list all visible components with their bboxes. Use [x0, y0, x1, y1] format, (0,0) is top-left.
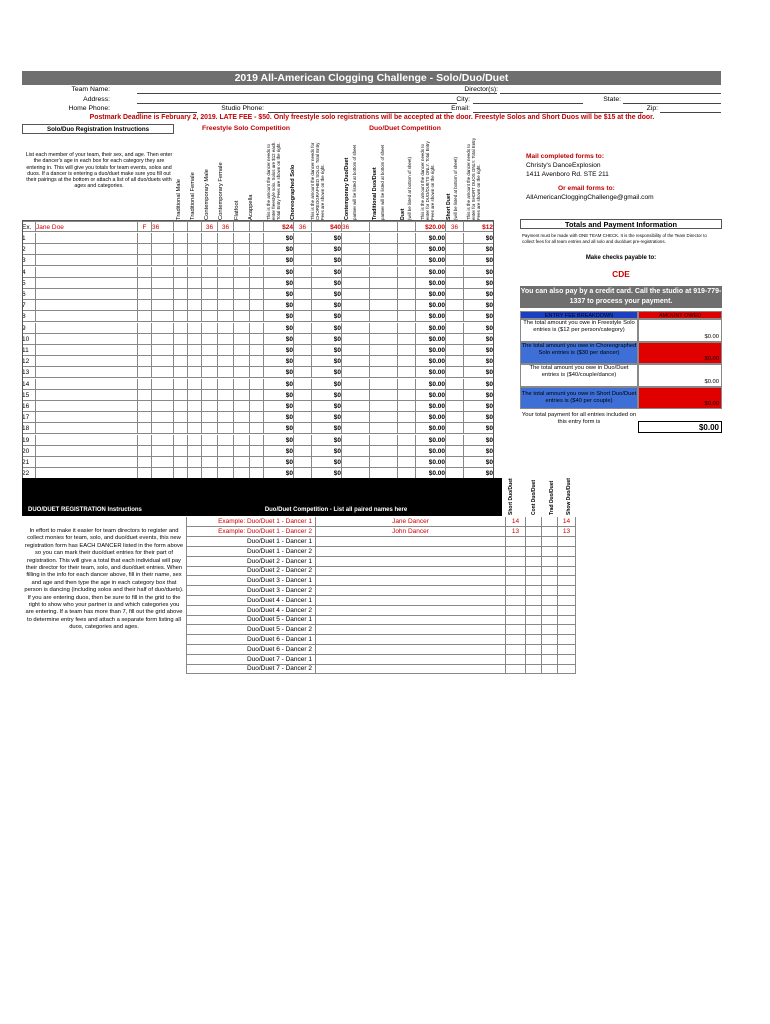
- home-phone-label: Home Phone:: [68, 105, 110, 112]
- duo-cell[interactable]: [542, 635, 558, 645]
- row-choreo-fee: $0: [312, 390, 342, 401]
- row-duo-fee: $0.00: [416, 390, 446, 401]
- duo-cell[interactable]: [542, 655, 558, 665]
- row-number: 13: [22, 367, 36, 378]
- duo-cell[interactable]: [558, 537, 576, 547]
- duo-cell[interactable]: [526, 615, 542, 625]
- mail-email: AllAmericanCloggingChallenge@gmail.com: [526, 194, 654, 201]
- duo-cell[interactable]: [542, 645, 558, 655]
- row-choreo-fee: $0: [312, 311, 342, 322]
- duo-pair-label: Duo/Duet 1 - Dancer 1: [186, 537, 316, 547]
- row-number: 1: [22, 233, 36, 244]
- duo-pair-label: Duo/Duet 3 - Dancer 2: [186, 586, 316, 596]
- duo-cell[interactable]: [506, 576, 526, 586]
- row-duo-fee: $0.00: [416, 267, 446, 278]
- col-freestyle-fee-note: This is the amount the dancer needs to enter freestyle solo. Solos are $12 each. Total Entry Fees are shown on the right.: [266, 141, 281, 220]
- row-short-fee: $0: [464, 412, 494, 423]
- row-freestyle-fee: $0: [264, 267, 294, 278]
- email-forms-title: Or email forms to:: [558, 185, 615, 192]
- city-field[interactable]: [473, 103, 583, 104]
- address-field[interactable]: [137, 103, 457, 104]
- duo-cell[interactable]: [506, 596, 526, 606]
- duo-dancer-name-input[interactable]: [316, 625, 506, 635]
- row-short-fee: $0: [464, 323, 494, 334]
- row-choreo-fee: $0: [312, 267, 342, 278]
- row-freestyle-fee: $0: [264, 323, 294, 334]
- solo-instructions-title: Solo/Duo Registration Instructions: [22, 124, 174, 134]
- example-choreo-age: 36: [294, 221, 312, 232]
- duo-cell[interactable]: [526, 645, 542, 655]
- row-freestyle-fee: $0: [264, 390, 294, 401]
- duo-cell[interactable]: [542, 615, 558, 625]
- row-short-fee: $0: [464, 345, 494, 356]
- row-duo-fee: $0.00: [416, 244, 446, 255]
- duo-pair-label: Duo/Duet 2 - Dancer 2: [186, 566, 316, 576]
- grid-outline: [22, 220, 494, 489]
- row-short-fee: $0: [464, 468, 494, 479]
- row-short-fee: $0: [464, 267, 494, 278]
- duo-cell[interactable]: [558, 547, 576, 557]
- row-number: 3: [22, 255, 36, 266]
- example-cont-female: 36: [218, 221, 234, 232]
- row-number: 19: [22, 435, 36, 446]
- row-choreo-fee: $0: [312, 289, 342, 300]
- row-short-fee: $0: [464, 423, 494, 434]
- duo-pair-label: Duo/Duet 6 - Dancer 2: [186, 645, 316, 655]
- duo-cell[interactable]: [526, 596, 542, 606]
- duo-dancer-name-input[interactable]: [316, 635, 506, 645]
- duo-cell[interactable]: [542, 547, 558, 557]
- duo-pair-label: Duo/Duet 3 - Dancer 1: [186, 576, 316, 586]
- duo-pair-label: Example: Duo/Duet 1 - Dancer 2: [186, 527, 316, 537]
- col-acappella: Acappella: [248, 194, 254, 220]
- col-duo-fee-note: This is the amount the dancer needs to enter for DUO/DUETS ONLY. Total Entry Fees are shown on the right.: [420, 141, 435, 220]
- duo-dancer-name-input[interactable]: [316, 606, 506, 616]
- duo-cell[interactable]: [526, 566, 542, 576]
- col-cont-duo-note: partner will be listed at bottom of sheet: [352, 144, 357, 220]
- zip-label: Zip:: [646, 105, 658, 112]
- row-duo-fee: $0.00: [416, 233, 446, 244]
- mail-title: Mail completed forms to:: [526, 153, 605, 160]
- fee-freestyle-value: $0.00: [638, 319, 722, 342]
- solo-instructions-text: List each member of your team, their sex, and age. Then enter the dancer's age in each box for each category they are entering in. This will give you totals for team events, solos and duos. If a dancer is entering a duo/duet make sure you fill out their pairings at the bottom or attach a list of all duo/duets with ages and categories.: [25, 152, 173, 190]
- duo-cell[interactable]: [506, 547, 526, 557]
- duo-cell[interactable]: [506, 645, 526, 655]
- row-number: 4: [22, 267, 36, 278]
- row-choreo-fee: $0: [312, 367, 342, 378]
- totals-note: Payment must be made with ONE TEAM CHECK. It is the responsibility of the Team Director to collect fees for all team entries and all solo and duo/duet pre-registrations.: [522, 233, 707, 244]
- freestyle-title: Freestyle Solo Competition: [202, 125, 290, 132]
- deadline-notice: Postmark Deadline is February 2, 2019. LATE FEE - $50. Only freestyle solo registrations will be accepted at the door. Freestyle Solos and Short Duos will be $15 at the door.: [89, 114, 655, 121]
- col-trad-duo: Traditional Duo/Duet: [372, 167, 378, 220]
- row-number: 20: [22, 446, 36, 457]
- row-duo-fee: $0.00: [416, 423, 446, 434]
- duo-dancer-name-input[interactable]: [316, 655, 506, 665]
- duo-short-age[interactable]: 14: [506, 517, 526, 527]
- duo-cell[interactable]: [558, 625, 576, 635]
- duo-cell[interactable]: [526, 517, 542, 527]
- duo-cell[interactable]: [542, 664, 558, 674]
- duo-cell[interactable]: [558, 596, 576, 606]
- row-number: 8: [22, 311, 36, 322]
- duo-cell[interactable]: [506, 664, 526, 674]
- payable-to: CDE: [612, 269, 630, 279]
- duo-pair-label: Duo/Duet 7 - Dancer 1: [186, 655, 316, 665]
- row-number: 22: [22, 468, 36, 479]
- duo-cell[interactable]: [526, 547, 542, 557]
- duo-col-short: Short Duo/Duet: [508, 478, 514, 515]
- city-label: City:: [456, 96, 470, 103]
- col-cont-female: Contemporary Female: [218, 162, 224, 220]
- col-choreo-solo: Choreographed Solo: [290, 164, 296, 220]
- payable-label: Make checks payable to:: [585, 255, 657, 261]
- row-number: 18: [22, 423, 36, 434]
- duo-cell[interactable]: [506, 615, 526, 625]
- duo-cell[interactable]: [558, 557, 576, 567]
- duo-cell[interactable]: [542, 537, 558, 547]
- duo-cell[interactable]: [506, 586, 526, 596]
- row-duo-fee: $0.00: [416, 300, 446, 311]
- row-short-fee: $0: [464, 244, 494, 255]
- row-short-fee: $0: [464, 255, 494, 266]
- example-choreo-fee: $40: [312, 221, 342, 232]
- duo-cell[interactable]: [558, 645, 576, 655]
- home-phone-field[interactable]: [137, 112, 197, 113]
- studio-phone-field[interactable]: [268, 112, 452, 113]
- duo-cell[interactable]: [558, 655, 576, 665]
- row-duo-fee: $0.00: [416, 334, 446, 345]
- row-choreo-fee: $0: [312, 278, 342, 289]
- duo-cell[interactable]: [526, 586, 542, 596]
- duo-col-trad: Trad Duo/Duet: [549, 480, 555, 515]
- duo-cell[interactable]: [506, 566, 526, 576]
- fee-duo-value: $0.00: [638, 364, 722, 387]
- duo-dancer-name-input[interactable]: [316, 557, 506, 567]
- col-cont-male: Contemporary Male: [204, 169, 210, 220]
- example-age: 36: [152, 221, 174, 232]
- row-short-fee: $0: [464, 278, 494, 289]
- studio-phone-label: Studio Phone:: [221, 105, 264, 112]
- row-choreo-fee: $0: [312, 412, 342, 423]
- duo-dancer-name-input[interactable]: [316, 537, 506, 547]
- row-choreo-fee: $0: [312, 446, 342, 457]
- row-freestyle-fee: $0: [264, 457, 294, 468]
- col-short-duet: Short Duet: [446, 193, 452, 220]
- duo-cell[interactable]: [506, 557, 526, 567]
- row-choreo-fee: $0: [312, 244, 342, 255]
- duo-dancer-name-input[interactable]: [316, 645, 506, 655]
- row-short-fee: $0: [464, 401, 494, 412]
- col-duet-note: (will be listed at bottom of sheet): [407, 157, 412, 220]
- row-short-fee: $0: [464, 289, 494, 300]
- row-freestyle-fee: $0: [264, 233, 294, 244]
- row-choreo-fee: $0: [312, 345, 342, 356]
- duo-pair-label: Duo/Duet 4 - Dancer 1: [186, 596, 316, 606]
- row-freestyle-fee: $0: [264, 334, 294, 345]
- directors-field[interactable]: [500, 93, 721, 94]
- row-number: 7: [22, 300, 36, 311]
- duo-cell[interactable]: [558, 586, 576, 596]
- row-duo-fee: $0.00: [416, 379, 446, 390]
- duo-cell[interactable]: [526, 557, 542, 567]
- row-choreo-fee: $0: [312, 300, 342, 311]
- directors-label: Director(s):: [464, 86, 498, 93]
- row-short-fee: $0: [464, 311, 494, 322]
- row-freestyle-fee: $0: [264, 423, 294, 434]
- row-number: 10: [22, 334, 36, 345]
- duo-cell[interactable]: [526, 664, 542, 674]
- row-freestyle-fee: $0: [264, 244, 294, 255]
- duo-pair-label: Duo/Duet 7 - Dancer 2: [186, 664, 316, 674]
- email-field[interactable]: [473, 112, 643, 113]
- duo-cell[interactable]: [506, 625, 526, 635]
- duo-cell[interactable]: [526, 576, 542, 586]
- duo-pair-label: Duo/Duet 4 - Dancer 2: [186, 606, 316, 616]
- example-short-fee: $12: [464, 221, 494, 232]
- duo-cell[interactable]: [542, 517, 558, 527]
- row-duo-fee: $0.00: [416, 345, 446, 356]
- duo-cell[interactable]: [558, 566, 576, 576]
- row-duo-fee: $0.00: [416, 401, 446, 412]
- row-freestyle-fee: $0: [264, 401, 294, 412]
- col-short-fee-note: This is the amount the dancer needs to enter for SHORT DUOS ONLY. Total Entry Fees are shown on the right.: [466, 137, 481, 220]
- row-short-fee: $0: [464, 457, 494, 468]
- duo-title: Duo/Duet Competition: [369, 125, 441, 132]
- row-number: 16: [22, 401, 36, 412]
- duo-cell[interactable]: [558, 664, 576, 674]
- row-choreo-fee: $0: [312, 379, 342, 390]
- mail-line2: 1411 Avenboro Rd. STE 211: [526, 171, 609, 178]
- row-duo-fee: $0.00: [416, 412, 446, 423]
- duo-cell[interactable]: [506, 655, 526, 665]
- example-short-age: 36: [446, 221, 464, 232]
- col-short-duet-note: (will be listed at bottom of sheet): [453, 157, 458, 220]
- row-number: 17: [22, 412, 36, 423]
- duo-pair-label: Duo/Duet 5 - Dancer 1: [186, 615, 316, 625]
- example-cont-male: 36: [202, 221, 218, 232]
- team-name-label: Team Name:: [71, 86, 110, 93]
- duo-cell[interactable]: [526, 625, 542, 635]
- row-freestyle-fee: $0: [264, 446, 294, 457]
- duo-dancer-name-input[interactable]: [316, 596, 506, 606]
- row-short-fee: $0: [464, 356, 494, 367]
- row-duo-fee: $0.00: [416, 278, 446, 289]
- duo-dancer-name[interactable]: John Dancer: [316, 527, 506, 537]
- duo-cell[interactable]: [542, 557, 558, 567]
- duo-dancer-name-input[interactable]: [316, 547, 506, 557]
- example-duo-fee: $20.00: [416, 221, 446, 232]
- state-label: State:: [603, 96, 621, 103]
- fee-duo-desc: The total amount you owe in Duo/Duet entries is ($40/couple/dance): [520, 364, 638, 387]
- row-choreo-fee: $0: [312, 457, 342, 468]
- row-duo-fee: $0.00: [416, 367, 446, 378]
- example-sex: F: [138, 221, 152, 232]
- duo-cell[interactable]: [506, 537, 526, 547]
- address-label: Address:: [83, 96, 110, 103]
- duo-cell[interactable]: [542, 576, 558, 586]
- duo-cell[interactable]: [542, 625, 558, 635]
- row-short-fee: $0: [464, 390, 494, 401]
- page-title: 2019 All-American Clogging Challenge - Solo/Duo/Duet: [22, 71, 721, 85]
- totals-title: Totals and Payment Information: [520, 219, 722, 229]
- duo-cell[interactable]: [506, 606, 526, 616]
- row-choreo-fee: $0: [312, 356, 342, 367]
- duo-cell[interactable]: [542, 586, 558, 596]
- duo-show-age[interactable]: 14: [558, 517, 576, 527]
- row-freestyle-fee: $0: [264, 255, 294, 266]
- row-freestyle-fee: $0: [264, 311, 294, 322]
- row-choreo-fee: $0: [312, 233, 342, 244]
- row-number: 12: [22, 356, 36, 367]
- row-short-fee: $0: [464, 435, 494, 446]
- row-number: 14: [22, 379, 36, 390]
- example-cont-duo: 36: [342, 221, 370, 232]
- row-number: 11: [22, 345, 36, 356]
- duo-dancer-name-input[interactable]: [316, 615, 506, 625]
- zip-field[interactable]: [660, 112, 721, 113]
- col-trad-male: Traditional Male: [176, 178, 182, 220]
- row-duo-fee: $0.00: [416, 311, 446, 322]
- row-choreo-fee: $0: [312, 423, 342, 434]
- duo-pair-label: Duo/Duet 5 - Dancer 2: [186, 625, 316, 635]
- row-short-fee: $0: [464, 379, 494, 390]
- duo-pair-label: Duo/Duet 2 - Dancer 1: [186, 557, 316, 567]
- fee-choreo-desc: The total amount you owe in Choreographed Solo entries is ($30 per dancer): [520, 342, 638, 364]
- duo-cell[interactable]: [558, 576, 576, 586]
- duo-col-show: Show Duo/Duet: [566, 478, 572, 515]
- row-number: 9: [22, 323, 36, 334]
- duo-short-age[interactable]: 13: [506, 527, 526, 537]
- row-freestyle-fee: $0: [264, 435, 294, 446]
- row-freestyle-fee: $0: [264, 278, 294, 289]
- row-number: 6: [22, 289, 36, 300]
- duo-cell[interactable]: [526, 635, 542, 645]
- example-name: Jane Doe: [36, 221, 138, 232]
- row-duo-fee: $0.00: [416, 356, 446, 367]
- row-duo-fee: $0.00: [416, 323, 446, 334]
- fee-short-value: $0.00: [638, 387, 722, 409]
- duo-show-age[interactable]: 13: [558, 527, 576, 537]
- row-freestyle-fee: $0: [264, 300, 294, 311]
- row-duo-fee: $0.00: [416, 289, 446, 300]
- email-label: Email:: [451, 105, 470, 112]
- fee-short-desc: The total amount you owe in Short Duo/Duet entries is ($40 per couple): [520, 387, 638, 409]
- example-freestyle-fee: $24: [264, 221, 294, 232]
- row-short-fee: $0: [464, 446, 494, 457]
- row-duo-fee: $0.00: [416, 457, 446, 468]
- row-number: 2: [22, 244, 36, 255]
- duo-cell[interactable]: [558, 615, 576, 625]
- col-trad-female: Traditional Female: [190, 172, 196, 220]
- duo-instructions-title: DUO/DUET REGISTRATION Instructions: [28, 507, 142, 513]
- row-choreo-fee: $0: [312, 401, 342, 412]
- row-choreo-fee: $0: [312, 468, 342, 479]
- example-label: Ex.: [22, 221, 36, 232]
- row-number: 15: [22, 390, 36, 401]
- duo-cell[interactable]: [526, 606, 542, 616]
- fee-choreo-value: $0.00: [638, 342, 722, 364]
- row-freestyle-fee: $0: [264, 289, 294, 300]
- duo-cell[interactable]: [558, 635, 576, 645]
- entry-breakdown-header: ENTRY FEE BREAKDOWN: [520, 311, 638, 319]
- duo-dancer-name-input[interactable]: [316, 566, 506, 576]
- duo-cell[interactable]: [542, 527, 558, 537]
- row-duo-fee: $0.00: [416, 446, 446, 457]
- duo-pair-label: Duo/Duet 1 - Dancer 2: [186, 547, 316, 557]
- row-freestyle-fee: $0: [264, 345, 294, 356]
- duo-pair-label: Example: Duo/Duet 1 - Dancer 1: [186, 517, 316, 527]
- duo-cell[interactable]: [526, 537, 542, 547]
- row-freestyle-fee: $0: [264, 379, 294, 390]
- row-short-fee: $0: [464, 367, 494, 378]
- credit-card-notice: You can also pay by a credit card. Call the studio at 919-779-1337 to process your payment.: [520, 286, 722, 308]
- mail-line1: Christy's DanceExplosion: [526, 162, 601, 169]
- duo-dancer-name-input[interactable]: [316, 586, 506, 596]
- row-choreo-fee: $0: [312, 255, 342, 266]
- duo-cell[interactable]: [526, 655, 542, 665]
- row-number: 5: [22, 278, 36, 289]
- row-number: 21: [22, 457, 36, 468]
- col-cont-duo: Contemporary Duo/Duet: [344, 157, 350, 220]
- row-freestyle-fee: $0: [264, 356, 294, 367]
- row-short-fee: $0: [464, 334, 494, 345]
- duo-dancer-name-input[interactable]: [316, 576, 506, 586]
- row-duo-fee: $0.00: [416, 468, 446, 479]
- fee-freestyle-desc: The total amount you owe in Freestyle Solo entries is ($12 per person/category): [520, 319, 638, 342]
- duo-dancer-name-input[interactable]: [316, 664, 506, 674]
- row-duo-fee: $0.00: [416, 255, 446, 266]
- duo-cell[interactable]: [506, 635, 526, 645]
- amount-owed-header: AMOUNT OWED: [638, 311, 722, 319]
- duo-cell[interactable]: [542, 566, 558, 576]
- fee-total-desc: Your total payment for all entries included on this entry form is: [521, 412, 637, 425]
- col-flatfoot: Flatfoot: [234, 200, 240, 220]
- duo-pair-label: Duo/Duet 6 - Dancer 1: [186, 635, 316, 645]
- col-choreo-note: This is the amount the dancer needs for CHOREOGRAPHED SOLO. Total Entry Fees are shown on the right.: [310, 142, 325, 220]
- row-freestyle-fee: $0: [264, 367, 294, 378]
- row-choreo-fee: $0: [312, 323, 342, 334]
- row-freestyle-fee: $0: [264, 468, 294, 479]
- duo-instructions-text: In effort to make it easier for team directors to register and collect monies for team, solo, and duo/duet events, this new registration form has EACH DANCER listed in the form above so you can mark their duo/duet entries for their part of registration. This will give a total that each individual will pay their director for their team, solo, and duo/duet entries. When filling in the info for each dancer above, fill in their name, sex and age and then type the age in each category box that person is dancing (including solos and their half of duo/duets). If you are entering duos, then be sure to fill in the grid to the right to show who your partner is and which categories you are entering. If a team has more than 7, fill out the grid above to determine entry fees and attach a separate form listing all duos, categories and ages.: [24, 528, 184, 631]
- duo-cell[interactable]: [558, 606, 576, 616]
- duo-cell[interactable]: [526, 527, 542, 537]
- team-name-field[interactable]: [137, 93, 497, 94]
- col-trad-duo-note: partner will be listed at bottom of sheet: [380, 144, 385, 220]
- duo-list-title: Duo/Duet Competition - List all paired names here: [264, 507, 408, 513]
- col-duet: Duet: [400, 208, 406, 220]
- row-choreo-fee: $0: [312, 435, 342, 446]
- row-short-fee: $0: [464, 233, 494, 244]
- row-choreo-fee: $0: [312, 334, 342, 345]
- row-freestyle-fee: $0: [264, 412, 294, 423]
- duo-dancer-name[interactable]: Jane Dancer: [316, 517, 506, 527]
- duo-cell[interactable]: [542, 596, 558, 606]
- fee-total-value: $0.00: [638, 421, 722, 433]
- duo-cell[interactable]: [542, 606, 558, 616]
- row-duo-fee: $0.00: [416, 435, 446, 446]
- state-field[interactable]: [623, 103, 721, 104]
- duo-col-cont: Cont Duo/Duet: [531, 480, 537, 515]
- row-short-fee: $0: [464, 300, 494, 311]
